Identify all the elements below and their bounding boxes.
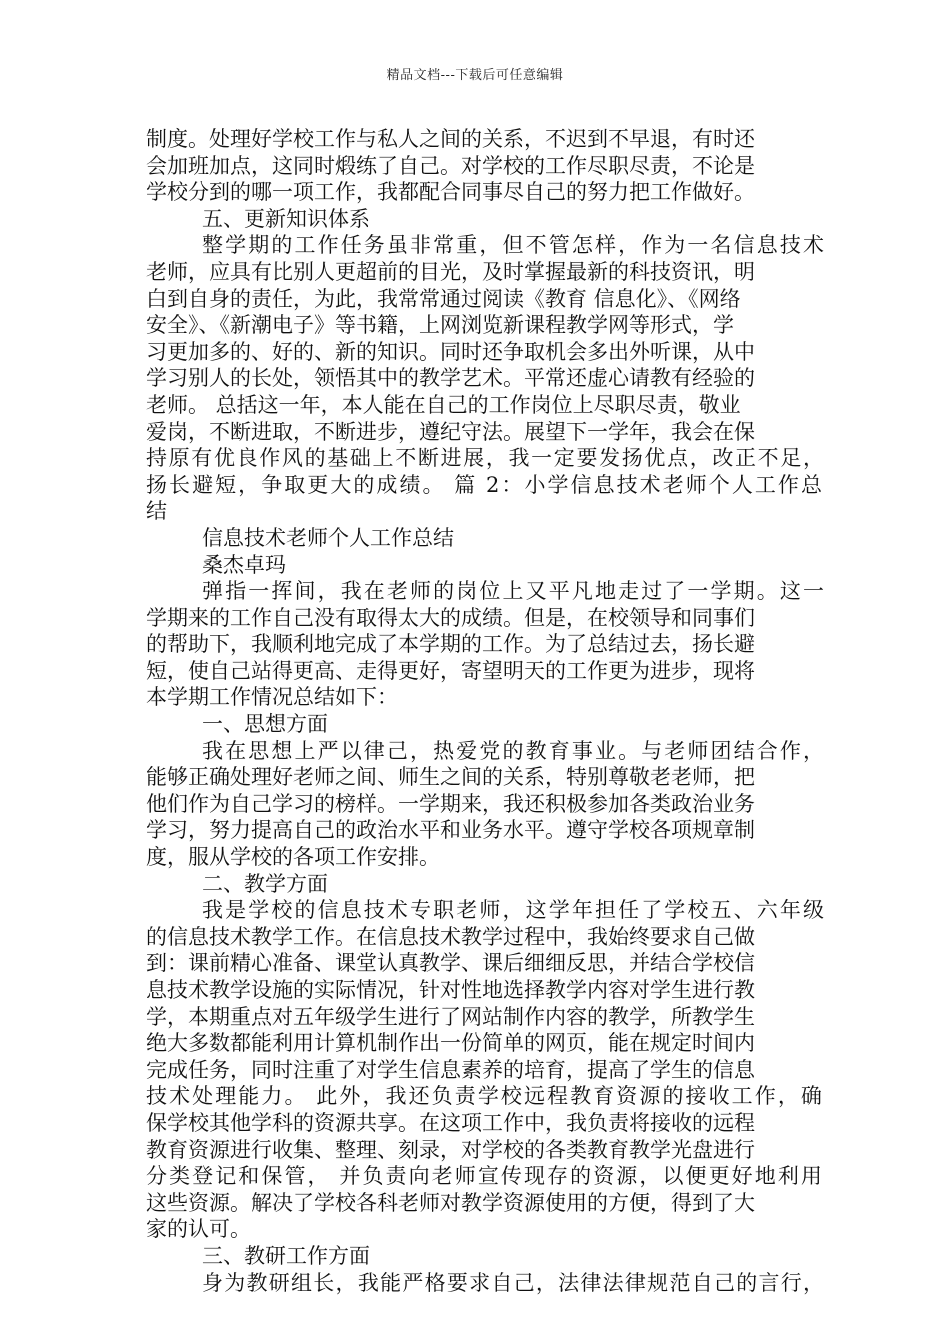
text-line: 三、教研工作方面 [202, 1243, 370, 1268]
text-line: 完成任务，同时注重了对学生信息素养的培育，提高了学生的信息 [146, 1057, 755, 1082]
text-line: 持原有优良作风的基础上不断进展，我一定要发扬优点，改正不足， [146, 446, 826, 471]
text-line: 学期来的工作自己没有取得太大的成绩。但是，在校领导和同事们 [146, 605, 755, 630]
text-line: 桑杰卓玛 [202, 552, 286, 577]
text-line: 安全》、《新潮电子》等书籍，上网浏览新课程教学网等形式，学 [146, 313, 734, 338]
document-body [146, 126, 827, 1296]
page-header: 精品文档---下载后可任意编辑 [386, 68, 564, 83]
text-line: 保学校其他学科的资源共享。在这项工作中，我负责将接收的远程 [146, 1110, 755, 1135]
text-line: 技术处理能力。 此外，我还负责学校远程教育资源的接收工作，确 [146, 1084, 824, 1109]
text-line: 制度。处理好学校工作与私人之间的关系，不迟到不早退，有时还 [146, 127, 755, 151]
text-line: 习更加多的、好的、新的知识。同时还争取机会多出外听课，从中 [146, 339, 755, 364]
text-line: 结 [146, 499, 167, 524]
text-line: 白到自身的责任，为此，我常常通过阅读《教育 信息化》、《网络 [146, 286, 741, 311]
text-line: 度，服从学校的各项工作安排。 [146, 845, 440, 870]
text-line: 息技术教学设施的实际情况，针对性地选择教学内容对学生进行教 [146, 978, 755, 1002]
text-line: 他们作为自己学习的榜样。一学期来，我还积极参加各类政治业务 [146, 791, 755, 816]
text-line: 到：课前精心准备、课堂认真教学、课后细细反思，并结合学校信 [146, 951, 755, 976]
text-line: 学，本期重点对五年级学生进行了网站制作内容的教学，所教学生 [146, 1004, 755, 1029]
text-line: 五、更新知识体系 [202, 206, 370, 231]
text-line: 老师，应具有比别人更超前的目光，及时掌握最新的科技资讯，明 [146, 259, 755, 284]
text-line: 我在思想上严以律己，热爱党的教育事业。与老师团结合作， [202, 738, 827, 763]
text-line: 教育资源进行收集、整理、刻录，对学校的各类教育教学光盘进行 [146, 1137, 755, 1162]
text-line: 短，使自己站得更高、走得更好，寄望明天的工作更为进步，现将 [146, 658, 755, 683]
text-line: 本学期工作情况总结如下： [146, 685, 398, 710]
text-line: 绝大多数都能利用计算机制作出一份简单的网页，能在规定时间内 [146, 1031, 755, 1056]
text-line: 我是学校的信息技术专职老师，这学年担任了学校五、六年级 [202, 898, 827, 923]
text-line: 学校分到的哪一项工作，我都配合同事尽自己的努力把工作做好。 [146, 180, 755, 205]
text-line: 身为教研组长，我能严格要求自己，法律法律规范自己的言行， [202, 1270, 826, 1295]
text-line: 老师。 总括这一年，本人能在自己的工作岗位上尽职尽责，敬业 [146, 392, 741, 417]
text-line: 分类登记和保管， 并负责向老师宣传现存的资源，以便更好地利用 [146, 1164, 824, 1189]
text-line: 整学期的工作任务虽非常重，但不管怎样，作为一名信息技术 [202, 233, 827, 258]
text-line: 信息技术老师个人工作总结 [202, 525, 454, 550]
text-line: 爱岗，不断进取，不断进步，遵纪守法。展望下一学年，我会在保 [146, 419, 755, 444]
text-line: 弹指一挥间，我在老师的岗位上又平凡地走过了一学期。这一 [202, 579, 827, 604]
text-line: 一、思想方面 [202, 712, 328, 737]
text-line: 能够正确处理好老师之间、师生之间的关系，特别尊敬老老师，把 [146, 765, 755, 790]
text-line: 这些资源。解决了学校各科老师对教学资源使用的方便，得到了大 [146, 1190, 755, 1215]
text-line: 家的认可。 [146, 1217, 251, 1242]
text-line: 会加班加点，这同时煅练了自己。对学校的工作尽职尽责，不论是 [146, 153, 755, 178]
text-line: 学习，努力提高自己的政治水平和业务水平。遵守学校各项规章制 [146, 818, 755, 843]
text-line: 学习别人的长处，领悟其中的教学艺术。平常还虚心请教有经验的 [146, 366, 755, 391]
text-line: 的信息技术教学工作。在信息技术教学过程中，我始终要求自己做 [146, 924, 755, 949]
text-line: 二、教学方面 [202, 871, 328, 896]
text-line: 的帮助下，我顺利地完成了本学期的工作。为了总结过去，扬长避 [146, 632, 755, 657]
text-line: 扬长避短，争取更大的成绩。 篇 2：小学信息技术老师个人工作总 [146, 472, 824, 497]
